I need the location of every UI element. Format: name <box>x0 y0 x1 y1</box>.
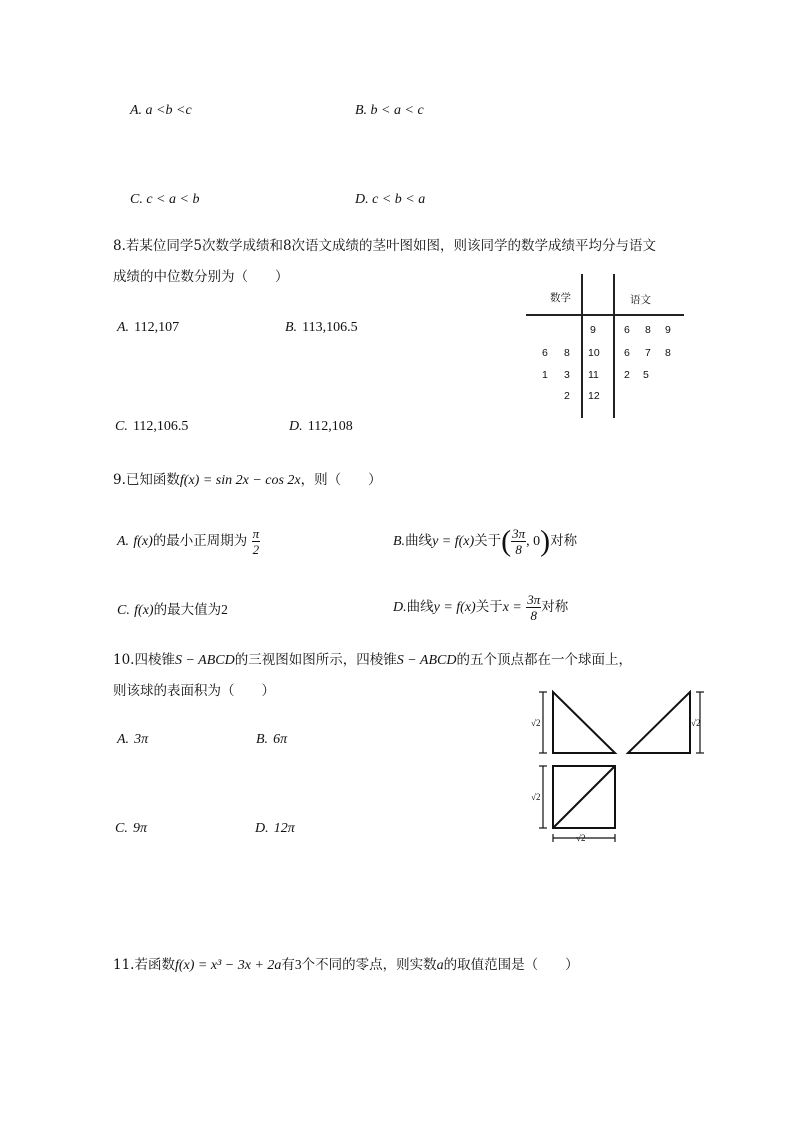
stem-value: 11 <box>588 369 599 381</box>
left-leaf: 3 <box>564 369 570 381</box>
fraction-numerator: 3π <box>527 592 541 607</box>
q8-option-b <box>285 316 358 336</box>
q9-option-c-label: C. <box>117 603 130 618</box>
right-leaf: 9 <box>665 324 671 336</box>
q9-option-d-fraction <box>526 592 541 623</box>
q8-option-a-text: 112,107 <box>134 320 180 335</box>
q10-option-b-value: 6π <box>273 732 288 747</box>
fraction-denominator: 2 <box>252 542 260 557</box>
q9-option-c-text: 的最大值为 <box>153 602 222 618</box>
q11-variable: a <box>436 958 444 973</box>
q8-option-c-label: C. <box>115 419 128 434</box>
q10-option-a <box>117 728 148 748</box>
q10-solid-name: S − ABCD <box>396 653 457 668</box>
dim-label-front: √2 <box>531 718 541 728</box>
q10-solid-name: S − ABCD <box>174 653 235 668</box>
q9-option-b-eq: y = f(x) <box>432 534 475 549</box>
q9-option-b <box>393 526 577 566</box>
right-leaf: 2 <box>624 369 630 381</box>
q10-option-b-label: B. <box>256 732 269 747</box>
q9-option-d-label: D. <box>393 600 407 615</box>
q9-stem-suffix: ，则（ ） <box>300 472 382 488</box>
q11-suffix: 的取值范围是（ ） <box>443 957 579 973</box>
q10-text: 的三视图如图所示，四棱锥 <box>234 652 397 668</box>
q7-option-d: D. c < b < a <box>355 192 426 207</box>
dim-label-top-left: √2 <box>531 792 541 802</box>
q10-option-b <box>256 728 287 748</box>
q9-option-c <box>117 600 228 621</box>
q9-option-d-mid: 关于 <box>475 599 503 615</box>
fraction-denominator: 8 <box>530 608 537 623</box>
q11-text: 有 <box>281 957 295 973</box>
q8-option-d-label: D. <box>289 419 303 434</box>
q9-option-d <box>393 592 568 632</box>
q8-option-b-label: B. <box>285 320 298 335</box>
fraction-numerator: π <box>252 526 260 541</box>
q8-option-c-text: 112,106.5 <box>132 419 189 434</box>
q9-stem-prefix: 9.已知函数 <box>113 472 180 488</box>
q10-option-a-value: 3π <box>134 732 149 747</box>
q9-function: f(x) = sin 2x − cos 2x <box>179 473 301 488</box>
q10-option-d-label: D. <box>255 821 269 836</box>
q9-option-a-fx: f(x) <box>133 534 153 549</box>
left-leaf: 1 <box>542 369 548 381</box>
q9-option-b-pre: 曲线 <box>405 533 433 549</box>
q8-option-b-text: 113,106.5 <box>302 320 358 335</box>
q10-option-c-value: 9π <box>132 821 147 836</box>
q10-option-c-label: C. <box>115 821 128 836</box>
q10-text: 10.四棱锥 <box>113 652 175 668</box>
q9-option-a-label: A. <box>117 534 130 549</box>
right-leaf: 8 <box>645 324 651 336</box>
q9-option-c-fx: f(x) <box>134 603 154 618</box>
q10-option-a-label: A. <box>117 732 130 747</box>
q8-option-a-label: A. <box>117 320 130 335</box>
q8-stem-line2: 成绩的中位数分别为（ ） <box>113 269 289 285</box>
q8-option-a <box>117 316 179 336</box>
q9-option-d-pre: 曲线 <box>406 599 434 615</box>
q9-option-a <box>117 526 260 566</box>
right-leaf: 7 <box>645 347 651 359</box>
q11-prefix: 11.若函数 <box>113 957 175 973</box>
q10-stem-line2: 则该球的表面积为（ ） <box>113 683 275 699</box>
q9-stem <box>113 470 382 491</box>
q8-stem-line1: 8.若某位同学5次数学成绩和8次语文成绩的茎叶图如图，则该同学的数学成绩平均分与语文 <box>113 238 657 254</box>
q9-option-b-label: B. <box>393 534 406 549</box>
q10-text: 的五个顶点都在一个球面上， <box>456 652 632 668</box>
dim-label-side: √2 <box>691 718 701 728</box>
right-paren-icon: ) <box>540 524 551 558</box>
q9-option-b-mid: 关于 <box>474 533 502 549</box>
q7-option-c: C. c < a < b <box>130 192 200 207</box>
q7-option-a: A. a <b <c <box>130 103 192 118</box>
q11-stem <box>113 955 579 976</box>
stem-header-rule <box>526 314 684 316</box>
left-leaf: 6 <box>542 347 548 359</box>
three-view-diagram <box>525 685 725 845</box>
q8-option-c <box>115 415 188 435</box>
fraction-numerator: 3π <box>512 526 526 541</box>
right-leaf: 8 <box>665 347 671 359</box>
fraction-denominator: 8 <box>515 542 522 557</box>
stem-value: 9 <box>590 324 596 336</box>
q9-option-d-eq: y = f(x) <box>433 600 476 615</box>
q7-option-b: B. b < a < c <box>355 103 424 118</box>
right-leaf: 6 <box>624 324 630 336</box>
q11-text: 个不同的零点，则实数 <box>301 957 437 973</box>
top-view-diagonal <box>553 766 615 828</box>
left-leaf: 2 <box>564 390 570 402</box>
dim-label-top-bottom: √2 <box>576 833 586 843</box>
stemleaf-right-header: 语文 <box>630 294 651 306</box>
stem-value: 12 <box>588 390 600 402</box>
left-leaf: 8 <box>564 347 570 359</box>
q10-stem-line1 <box>113 650 632 671</box>
q11-function: f(x) = x³ − 3x + 2a <box>174 958 282 973</box>
q10-option-c <box>115 817 147 837</box>
right-leaf: 6 <box>624 347 630 359</box>
stem-divider-right <box>613 274 615 418</box>
right-leaf: 5 <box>643 369 649 381</box>
q9-option-a-text: 的最小正周期为 <box>152 533 248 549</box>
q10-option-d-value: 12π <box>273 821 295 836</box>
stem-divider-left <box>581 274 583 418</box>
q9-option-d-post: 对称 <box>541 599 569 615</box>
q8-option-d-text: 112,108 <box>307 419 353 434</box>
stem-value: 10 <box>588 347 600 359</box>
stemleaf-left-header: 数学 <box>550 292 571 304</box>
q9-option-a-fraction <box>252 526 261 557</box>
q11-count: 3 <box>294 957 302 972</box>
left-paren-icon: ( <box>501 524 512 558</box>
q10-option-d <box>255 817 295 837</box>
q9-option-d-x: x = <box>502 600 522 615</box>
stem-leaf-plot <box>526 274 686 420</box>
q8-option-d <box>289 415 353 435</box>
q9-option-b-tail: , 0 <box>526 534 541 549</box>
q9-option-c-value: 2 <box>221 602 228 617</box>
side-view-triangle <box>628 692 690 753</box>
q9-option-b-fraction <box>511 526 526 557</box>
q9-option-b-post: 对称 <box>550 533 578 549</box>
front-view-triangle <box>553 692 615 753</box>
